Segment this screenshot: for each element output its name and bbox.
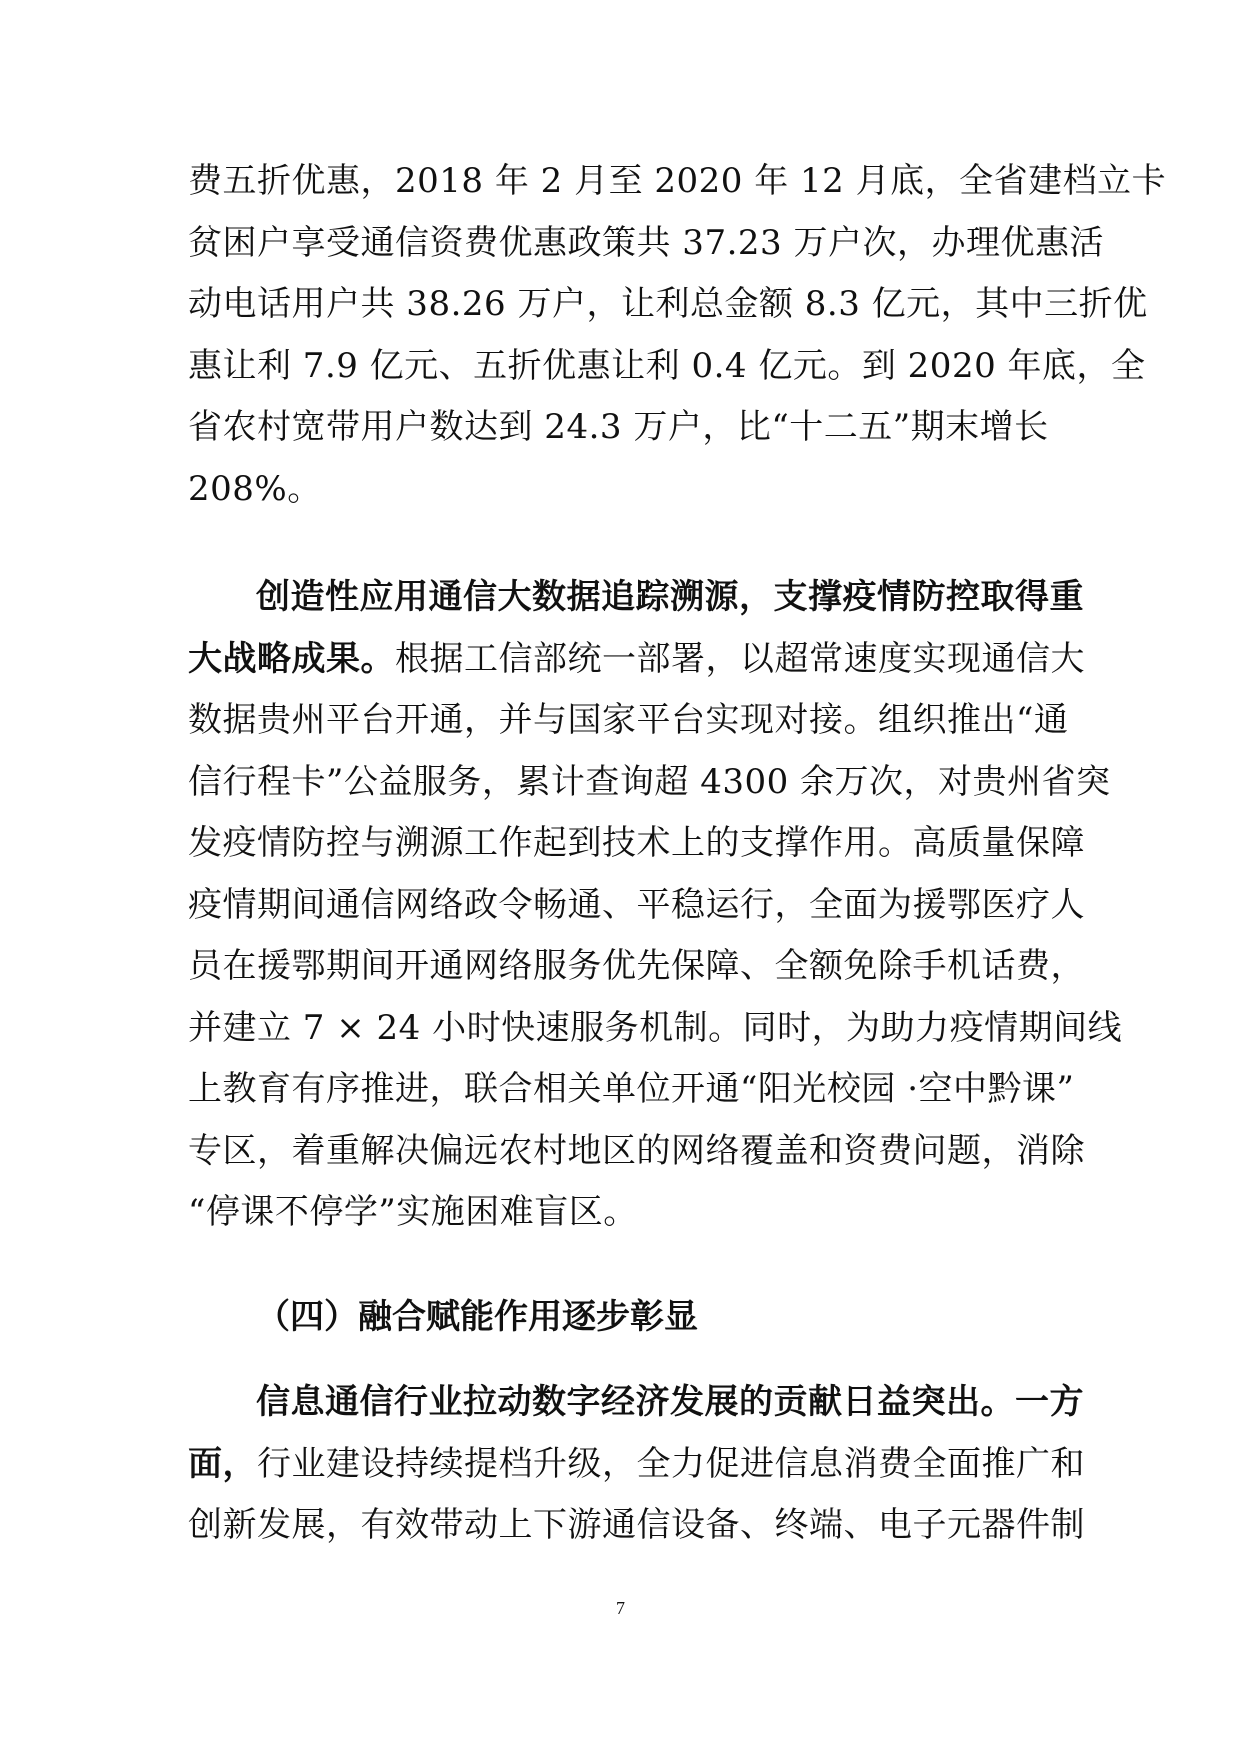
text-line: 疫情期间通信网络政令畅通、平稳运行，全面为援鄂医疗人 bbox=[188, 884, 1085, 925]
bold-lead-sentence: 信息通信行业拉动数字经济发展的贡献日益突出。一方 bbox=[256, 1382, 1084, 1422]
text-line: 信行程卡”公益服务，累计查询超 4300 余万次，对贵州省突 bbox=[188, 761, 1111, 802]
bold-lead-sentence-end: 面， bbox=[188, 1443, 257, 1484]
paragraph-digital-economy bbox=[188, 1372, 1085, 1557]
text-line: 上教育有序推进，联合相关单位开通“阳光校园 ·空中黔课” bbox=[188, 1069, 1075, 1109]
bold-lead-sentence: 创造性应用通信大数据追踪溯源，支撑疫情防控取得重 bbox=[256, 577, 1084, 617]
text-line bbox=[188, 1434, 1085, 1496]
text-line: 动电话用户共 38.26 万户，让利总金额 8.3 亿元，其中三折优 bbox=[188, 284, 1148, 324]
section-heading: （四）融合赋能作用逐步彰显 bbox=[256, 1297, 698, 1337]
text-line bbox=[188, 629, 1085, 691]
text-line: 数据贵州平台开通，并与国家平台实现对接。组织推出“通 bbox=[188, 700, 1069, 740]
paragraph-big-data-epidemic bbox=[188, 567, 1123, 1244]
text-line: 省农村宽带用户数达到 24.3 万户，比“十二五”期末增长 bbox=[188, 407, 1049, 447]
text-segment: 行业建设持续提档升级，全力促进信息消费全面推广和 bbox=[257, 1443, 1085, 1484]
bold-lead-sentence-end: 大战略成果。 bbox=[188, 638, 395, 679]
text-line: 创新发展，有效带动上下游通信设备、终端、电子元器件制 bbox=[188, 1505, 1085, 1545]
text-line: 并建立 7 × 24 小时快速服务机制。同时，为助力疫情期间线 bbox=[188, 1007, 1123, 1048]
text-line: 208%。 bbox=[188, 468, 322, 509]
text-line: 专区，着重解决偏远农村地区的网络覆盖和资费问题，消除 bbox=[188, 1130, 1085, 1171]
text-line: 惠让利 7.9 亿元、五折优惠让利 0.4 亿元。到 2020 年底，全 bbox=[188, 345, 1146, 386]
page-number: 7 bbox=[616, 1598, 625, 1618]
text-line: 贫困户享受通信资费优惠政策共 37.23 万户次，办理优惠活 bbox=[188, 222, 1104, 263]
text-line: “停课不停学”实施困难盲区。 bbox=[188, 1192, 638, 1232]
paragraph-poverty-telecom-discount bbox=[188, 151, 1167, 520]
text-line: 发疫情防控与溯源工作起到技术上的支撑作用。高质量保障 bbox=[188, 823, 1085, 863]
text-segment: 根据工信部统一部署，以超常速度实现通信大 bbox=[395, 638, 1085, 679]
text-line: 员在援鄂期间开通网络服务优先保障、全额免除手机话费， bbox=[188, 946, 1085, 986]
text-line: 费五折优惠，2018 年 2 月至 2020 年 12 月底，全省建档立卡 bbox=[188, 161, 1167, 201]
